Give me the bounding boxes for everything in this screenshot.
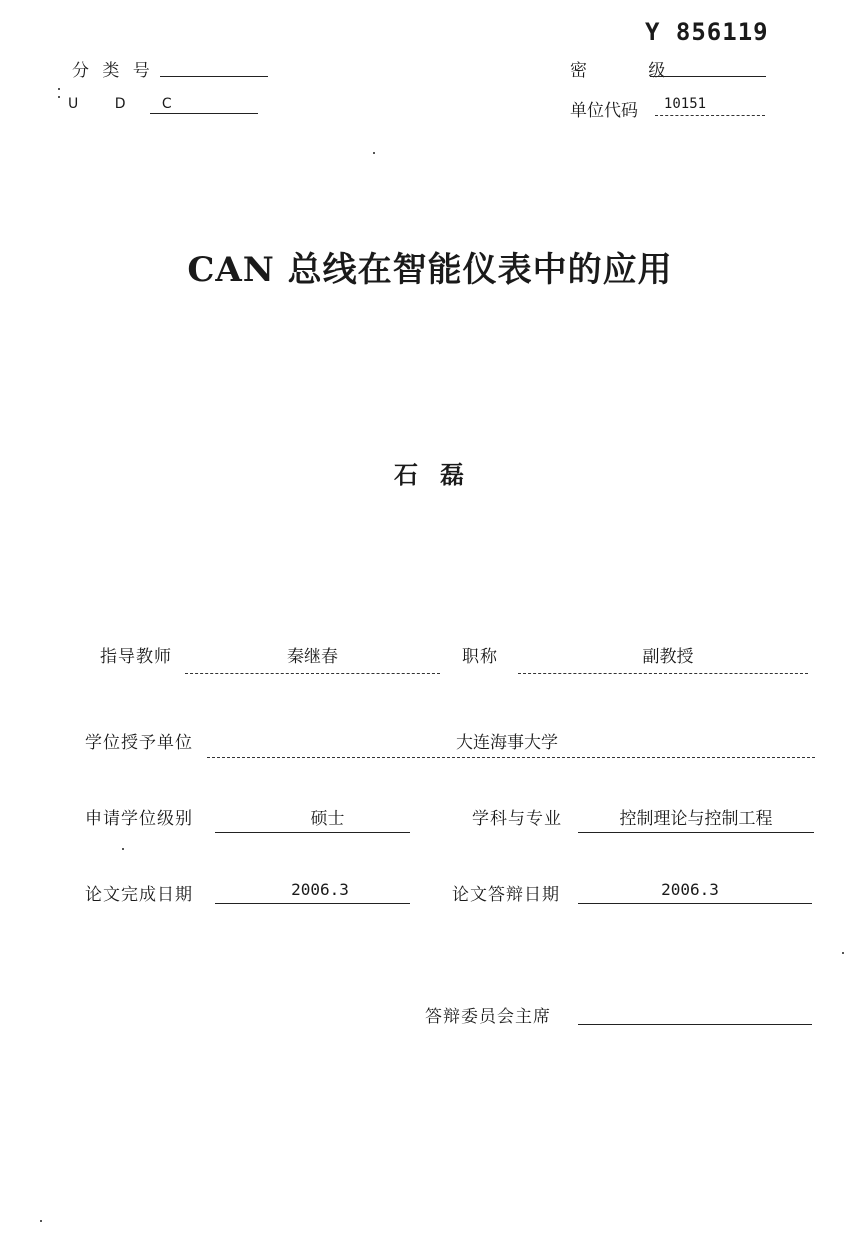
title-value: 副教授	[642, 647, 694, 667]
author-name: 石磊	[394, 460, 486, 489]
major-line	[578, 832, 814, 833]
degree-line	[215, 832, 410, 833]
degree-label: 申请学位级别	[85, 809, 193, 829]
degree-value: 硕士	[310, 809, 345, 829]
advisor-line	[185, 673, 440, 674]
institution-value: 大连海事大学	[456, 733, 558, 753]
major-label: 学科与专业	[472, 809, 562, 829]
advisor-label: 指导教师	[100, 647, 172, 667]
title-label: 职称	[462, 647, 498, 667]
scan-speck	[58, 88, 60, 90]
institution-label: 学位授予单位	[85, 733, 193, 753]
unit-code-label: 单位代码	[570, 101, 638, 121]
thesis-title: CAN 总线在智能仪表中的应用	[187, 250, 673, 290]
scan-speck	[373, 152, 375, 154]
advisor-value: 秦继春	[287, 647, 338, 667]
title-line	[518, 673, 808, 674]
committee-chair-label: 答辩委员会主席	[425, 1007, 551, 1027]
defense-date-value: 2006.3	[661, 880, 719, 899]
udc-label: U D C	[68, 96, 188, 112]
udc-line	[150, 113, 258, 114]
unit-code-line	[655, 115, 765, 116]
institution-line	[207, 757, 815, 758]
completion-date-line	[215, 903, 410, 904]
scan-speck	[58, 96, 60, 98]
scan-speck	[842, 952, 844, 954]
scan-speck	[40, 1220, 42, 1222]
completion-date-value: 2006.3	[291, 880, 349, 899]
major-value: 控制理论与控制工程	[619, 809, 773, 829]
secret-level-line	[650, 76, 766, 77]
scan-speck	[122, 848, 124, 850]
defense-date-label: 论文答辩日期	[452, 885, 560, 905]
committee-chair-line	[578, 1024, 812, 1025]
archive-code: Y 856119	[645, 18, 769, 46]
classification-label: 分 类 号	[72, 61, 154, 81]
completion-date-label: 论文完成日期	[85, 885, 193, 905]
secret-level-label: 密 级	[570, 61, 694, 81]
unit-code-value: 10151	[663, 96, 707, 112]
classification-line	[160, 76, 268, 77]
defense-date-line	[578, 903, 812, 904]
